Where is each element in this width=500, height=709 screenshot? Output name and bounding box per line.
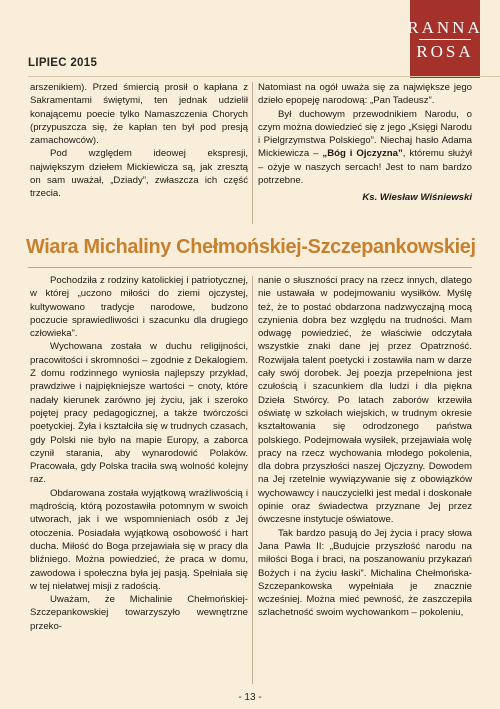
author-signature: Ks. Wiesław Wiśniewski [362,192,472,204]
logo-rule [419,39,471,40]
logo-line-2: ROSA [416,41,474,61]
paragraph: Wychowana została w duchu religijności, pracowitości i skromności – zgodnie z Dekalogiem. Z domu rodzinnego wyniosła najlepszy przykład, prawdziwe i najpiękniejsze wartości − cnoty, które nadały kierunek zarówno jej życiu, jak i szeroko pojętej pracy pedagogicznej, a także twórczości poetyckiej. Żyła i kształciła się w trudnych czasach, gdy Polski nie było na mapie Europy, a zaborca czynił starania, aby wynarodowić Polaków. Pracowała, gdy Polska traciła swą wolność kolejny raz. [30,341,248,486]
text-run: Był duchowym przewodnikiem Narodu, o czym można dowiedzieć się z jego „Księgi Narodu i Pielgrzymstwa Polskiego”. Niechaj hasło Adama Mickiewicza – [258,108,472,160]
magazine-logo [407,0,483,78]
motto: „Bóg i Ojczyzna” [322,148,403,160]
top-right-column [258,81,472,205]
paragraph: Uważam, że Michalinie Chełmońskiej-Szczepankowskiej towarzyszyło wewnętrzne przeko- [30,594,248,632]
issue-date: LIPIEC 2015 [28,57,98,69]
paragraph: Obdarowana została wyjątkową wrażliwością i mądrością, którą pozostawiła potomnym w swoich utworach, jak i we wspomnieniach osób z Jej otoczenia. Posiadała wyjątkową osobowość i hart ducha. Miłość do Boga przejawiała się w pracy dla bliźniego. Można powiedzieć, że praca w domu, zawodowa i społeczna była jej pasją. Spełniała się w tej niełatwej misji z radością. [30,487,248,592]
text-run: , któremu służył – ożyje w naszych sercach! Jest to nam bardzo potrzebne. [258,148,472,187]
paragraph: nanie o słuszności pracy na rzecz innych, dlatego nie ustawała w podejmowaniu wysiłków. Myślę też, że to postać obdarzona nadzwyczajną mocą czynienia dobra bez względu na trudności. Mam odwagę powiedzieć, że właściwie odczytała wszystkie znaki dane jej przez Opatrzność. Rozwijała talent poetycki i zostawiła nam w darze cały swój dorobek. Jej poezja przepełniona jest czułością i szacunkiem dla ludzi i dla piękna Dzieła Stwórcy. Po latach zaborów krzewiła oświatę w szkołach wiejskich, w trudnym okresie kształtowania się odrodzonego państwa polskiego. Podejmowała wysiłek, przejawiała wolę pracy na rzecz wychowania młodego pokolenia, dla dobra przyszłości naszej Ojczyzny. Dowodem na Jej rzetelnie wywiązywanie się z obowiązków wychowawcy i nauczycielki jest medal i doskonałe opinie oraz świadectwa przyznane Jej przez ówczesne instytucje oświatowe. [258,275,472,526]
column-divider [252,82,253,224]
article-right-column [258,274,472,620]
article-title: Wiara Michaliny Chełmońskiej-Szczepankowskiej [26,235,476,258]
paragraph: Pochodziła z rodziny katolickiej i patriotycznej, w której „uczono miłości do ziemi ojczystej, kultywowano tradycje narodowe, budzono poczucie sprawiedliwości i szacunku dla drugiego człowieka”. [30,275,248,340]
paragraph: Natomiast na ogół uważa się za największe jego dzieło epopeję narodową: „Pan Tadeusz”. [258,82,472,107]
header-rule [28,76,500,77]
article-left-column [30,274,248,633]
column-divider [252,276,253,684]
paragraph [258,108,472,188]
top-left-column [30,81,248,201]
paragraph: arszenikiem). Przed śmiercią prosił o kapłana z Sakramentami świętymi, ten jednak udzielił konającemu poecie tylko Namaszczenia Chorych (przypuszcza się, że kapłan ten był pod presją zamachowców). [30,82,248,147]
page-number: - 13 - [238,692,262,703]
title-rule [28,267,472,268]
paragraph: Pod względem ideowej ekspresji, największym dziełem Mickiewicza są, jak zresztą on sam uważał, „Dziady”, zwłaszcza ich część trzecia. [30,148,248,200]
paragraph: Tak bardzo pasują do Jej życia i pracy słowa Jana Pawła II: „Budujcie przyszłość narodu na miłości Boga i braci, na poszanowaniu przykazań Bożych i na życiu łaski”. Michalina Chełmońska-Szczepankowska wypełniała je znacznie wcześniej. Można mieć pewność, że zaszczepiła szlachetność swoim wychowankom – pokoleniu, [258,527,472,619]
page-header [0,0,500,80]
logo-line-1: RANNA [407,17,483,37]
